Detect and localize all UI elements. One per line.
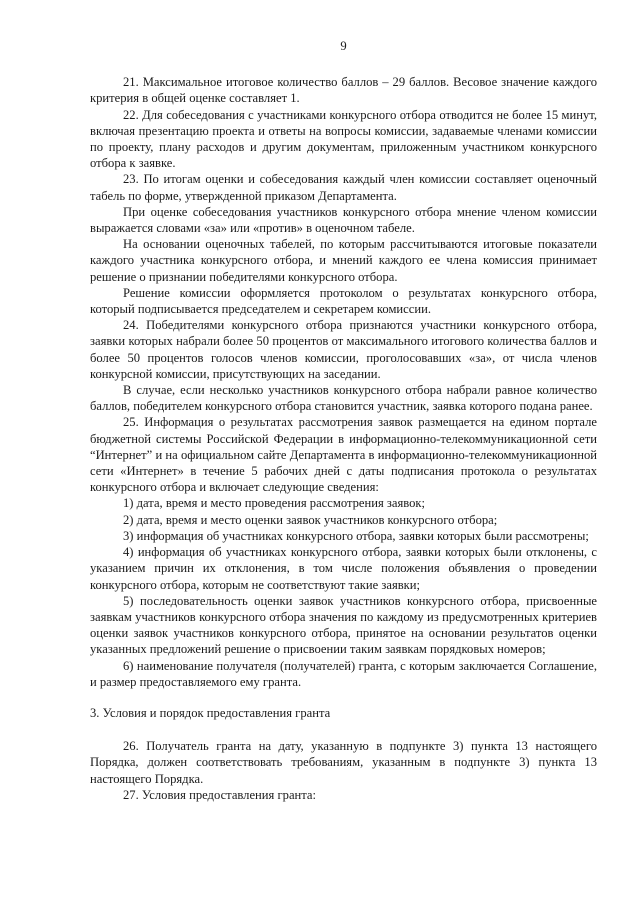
paragraph-23-evaluation: На основании оценочных табелей, по которым рассчитываются итоговые показатели каждого участника конкурсного отбора, и мнений каждого ее члена комиссия принимает решение о признании победителями конкурсного отбора. xyxy=(90,237,597,284)
paragraph-25: 25. Информация о результатах рассмотрения заявок размещается на едином портале бюджетной системы Российской Федерации в информационно-телекоммуникационной сети “Интернет” и на официальном сайте Департамента в информационно-телекоммуникационной сети «Интернет» в течение 5 рабочих дней с даты подписания протокола о результатах конкурсного отбора и включает следующие сведения: xyxy=(90,415,597,495)
paragraph-24: 24. Победителями конкурсного отбора признаются участники конкурсного отбора, заявки которых набрали более 50 процентов от максимального итогового количества баллов и более 50 процентов голосов членов комиссии, проголосовавших «за», от числа членов конкурсной комиссии, присутствующих на заседании. xyxy=(90,318,597,381)
paragraph-26: 26. Получатель гранта на дату, указанную в подпункте 3) пункта 13 настоящего Порядка, должен соответствовать требованиям, указанным в подпункте 3) пункта 13 настоящего Порядка. xyxy=(90,739,597,786)
paragraph-23-protocol: Решение комиссии оформляется протоколом о результатах конкурсного отбора, который подписывается председателем и секретарем комиссии. xyxy=(90,285,597,317)
page-number: 9 xyxy=(340,39,347,53)
list-item-2: 2) дата, время и место оценки заявок участников конкурсного отбора; xyxy=(123,512,498,527)
list-item-4: 4) информация об участниках конкурсного отбора, заявки которых были отклонены, с указанием причин их отклонения, в том числе положения объявления о проведении конкурсного отбора, которым не соответствуют такие заявки; xyxy=(90,545,597,592)
paragraph-22: 22. Для собеседования с участниками конкурсного отбора отводится не более 15 минут, включая презентацию проекта и ответы на вопросы комиссии, задаваемые членами комиссии по проекту, плану расходов и другим документам, приложенным участником конкурсного отбора к заявке. xyxy=(90,107,597,171)
list-item-3: 3) информация об участниках конкурсного отбора, заявки которых были рассмотрены; xyxy=(123,528,589,543)
paragraph-27: 27. Условия предоставления гранта: xyxy=(123,787,317,802)
paragraph-23: 23. По итогам оценки и собеседования каждый член комиссии составляет оценочный табель по форме, утвержденной приказом Департамента. xyxy=(90,172,597,203)
section-heading: 3. Условия и порядок предоставления гранта xyxy=(90,705,331,720)
paragraph-24-tie: В случае, если несколько участников конкурсного отбора набрали равное количество баллов, победителем конкурсного отбора становится участник, заявка которого подана ранее. xyxy=(90,383,597,414)
list-item-5: 5) последовательность оценки заявок участников конкурсного отбора, присвоенные заявкам участников конкурсного отбора значения по каждому из предусмотренных критериев оценки заявок участников конкурсного отбора, принятое на основании результатов оценки указанных предложений решение о присвоении таким заявкам порядковых номеров; xyxy=(90,593,597,657)
document-page xyxy=(90,38,597,803)
paragraph-21: 21. Максимальное итоговое количество баллов – 29 баллов. Весовое значение каждого критерия в общей оценке составляет 1. xyxy=(90,75,597,106)
list-item-6: 6) наименование получателя (получателей) гранта, с которым заключается Соглашение, и размер предоставляемого ему гранта. xyxy=(90,658,597,689)
paragraph-23-interview: При оценке собеседования участников конкурсного отбора мнение членом комиссии выражается словами «за» или «против» в оценочном табеле. xyxy=(90,204,597,236)
list-item-1: 1) дата, время и место проведения рассмотрения заявок; xyxy=(123,496,426,511)
